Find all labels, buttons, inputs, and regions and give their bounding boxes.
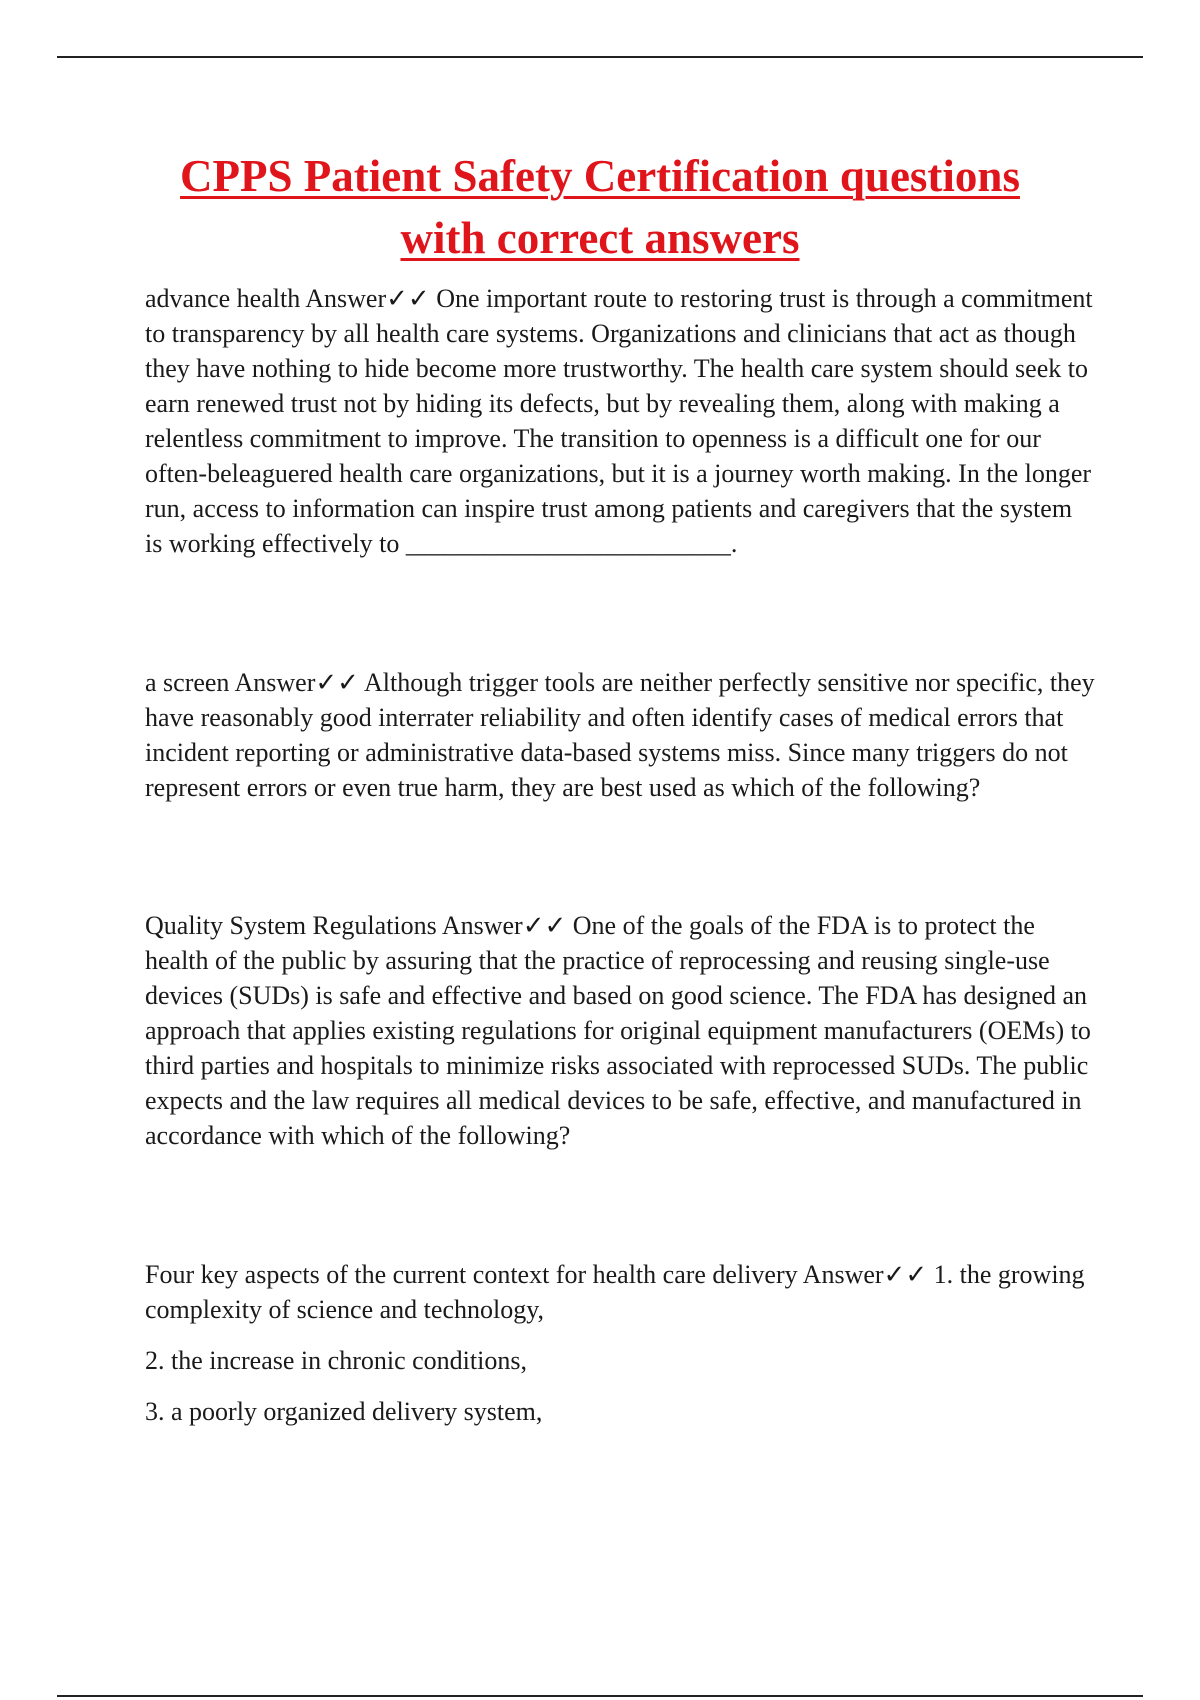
qa-entry-advance-health: advance health Answer✓✓ One important route to restoring trust is through a commitment to transparency by all health care systems. Organizations and clinicians that act as though they have nothing to hide become more trustworthy. The health care system should seek to earn renewed trust not by hiding its defects, but by revealing them, along with making a relentless commitment to improve. The transition to openness is a difficult one for our often-beleaguered health care organizations, but it is a journey worth making. In the longer run, access to information can inspire trust among patients and caregivers that the system is working effectively to _________________________.	[145, 284, 1093, 558]
list-item-chronic-conditions: 2. the increase in chronic conditions,	[145, 1346, 527, 1375]
title-line-2: with correct answers	[400, 213, 800, 263]
qa-entry-quality-system-regulations: Quality System Regulations Answer✓✓ One of the goals of the FDA is to protect the health of the public by assuring that the practice of reprocessing and reusing single-use devices (SUDs) is safe and effective and based on good science. The FDA has designed an approach that applies existing regulations for original equipment manufacturers (OEMs) to third parties and hospitals to minimize risks associated with reprocessed SUDs. The public expects and the law requires all medical devices to be safe, effective, and manufactured in accordance with which of the following?	[145, 911, 1091, 1150]
title-line-1: CPPS Patient Safety Certification questions	[180, 151, 1020, 201]
qa-entry-four-key-aspects: Four key aspects of the current context for health care delivery Answer✓✓ 1. the growing complexity of science and technology,	[145, 1260, 1085, 1324]
document-title	[100, 145, 1100, 269]
qa-entry-a-screen: a screen Answer✓✓ Although trigger tools are neither perfectly sensitive nor specific, they have reasonably good interrater reliability and often identify cases of medical errors that incident reporting or administrative data-based systems miss. Since many triggers do not represent errors or even true harm, they are best used as which of the following?	[145, 668, 1095, 802]
footer-rule	[57, 1695, 1143, 1697]
header-rule	[57, 56, 1143, 58]
list-item-delivery-system: 3. a poorly organized delivery system,	[145, 1397, 543, 1426]
